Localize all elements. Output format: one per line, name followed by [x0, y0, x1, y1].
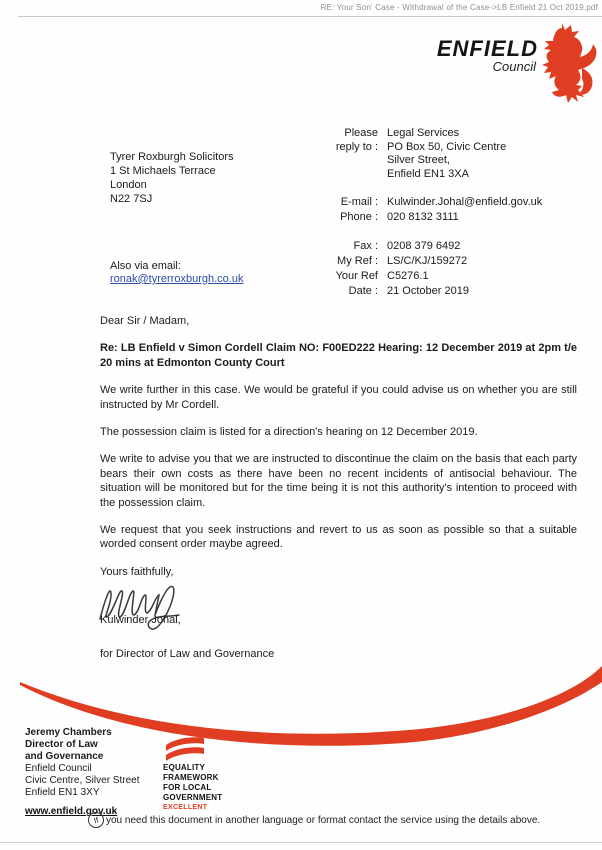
recipient-line: 1 St Michaels Terrace	[110, 165, 216, 177]
footer-addr2: Enfield EN1 3XY	[25, 787, 100, 798]
email-value: Kulwinder.Johal@enfield.gov.uk	[387, 196, 543, 208]
signature-block	[100, 579, 577, 641]
header-divider	[18, 16, 602, 17]
date-label: Date :	[348, 285, 378, 297]
recipient-address	[110, 150, 234, 206]
date-value: 21 October 2019	[387, 285, 469, 297]
closing: Yours faithfully,	[100, 565, 174, 578]
salutation: Dear Sir / Madam,	[100, 315, 190, 327]
logo-subtitle: Council	[492, 59, 536, 74]
circled-if-icon: If	[87, 811, 106, 830]
enfield-council-logo	[425, 22, 600, 104]
note-text: you need this document in another language or format contact the service using the details above.	[106, 814, 541, 826]
equality-logo-text: EQUALITY FRAMEWORK FOR LOCAL GOVERNMENT	[163, 763, 223, 802]
signer-name: Kulwinder Johal,	[100, 614, 181, 627]
my-ref-label: My Ref :	[337, 255, 378, 267]
paragraph-3: We write to advise you that we are instructed to discontinue the claim on the basis that each party bears their own costs as there have been no recent incidents of antisocial behaviour. The situation will be monitored but for the time being it is not this authority's intention to proceed with the possession claim.	[100, 453, 577, 509]
equality-framework-logo	[163, 735, 233, 811]
paragraph-1: We write further in this case. We would be grateful if you could advise us on whether you are still instructed by Mr Cordell.	[100, 384, 577, 411]
fax-value: 0208 379 6492	[387, 240, 461, 252]
footer-name: Jeremy Chambers	[25, 727, 112, 738]
footer-contact-block	[25, 727, 139, 818]
reply-to-block	[322, 127, 590, 299]
your-ref-value: C5276.1	[387, 270, 429, 282]
your-ref-label: Your Ref	[335, 270, 378, 282]
footer-title-line2: and Governance	[25, 751, 104, 762]
my-ref-value: LS/C/KJ/159272	[387, 255, 468, 267]
footer-org: Enfield Council	[25, 763, 92, 774]
re-subject-line: Re: LB Enfield v Simon Cordell Claim NO: F00ED222 Hearing: 12 December 2019 at 2pm t/e 20 mins at Edmonton County Court	[100, 342, 577, 369]
document-filename: RE: Your Son' Case - Withdrawal of the Case->LB Enfield 21 Oct 2019.pdf	[320, 3, 598, 12]
logo-wordmark: ENFIELD	[436, 36, 538, 61]
paragraph-2: The possession claim is listed for a direction's hearing on 12 December 2019.	[100, 426, 478, 439]
equality-stripes-icon	[163, 735, 207, 761]
phone-value: 020 8132 3111	[387, 211, 459, 223]
recipient-line: N22 7SJ	[110, 193, 153, 205]
sender-address: Legal Services PO Box 50, Civic Centre Silver Street, Enfield EN1 3XA	[387, 127, 507, 180]
recipient-line: Tyrer Roxburgh Solicitors	[110, 151, 234, 163]
footer-title-line1: Director of Law	[25, 739, 98, 750]
language-format-note	[88, 812, 540, 828]
website-link[interactable]: www.enfield.gov.uk	[25, 806, 118, 817]
phone-label: Phone :	[340, 211, 378, 223]
also-via-email	[110, 260, 243, 286]
enfield-beast-icon	[538, 22, 600, 104]
signer-title: for Director of Law and Governance	[100, 648, 275, 661]
recipient-email-link[interactable]: ronak@tyrerroxburgh.co.uk	[110, 273, 244, 285]
equality-excellent-label: EXCELLENT	[163, 804, 208, 811]
letter-body	[100, 314, 577, 662]
email-label: E-mail :	[340, 196, 378, 208]
bottom-divider	[0, 842, 602, 843]
footer-addr1: Civic Centre, Silver Street	[25, 775, 140, 786]
recipient-line: London	[110, 179, 147, 191]
fax-label: Fax :	[353, 240, 378, 252]
paragraph-4: We request that you seek instructions and revert to us as soon as possible so that a suitable worded consent order maybe agreed.	[100, 524, 577, 551]
please-reply-label: Please reply to :	[335, 127, 378, 153]
also-email-label: Also via email:	[110, 260, 181, 272]
